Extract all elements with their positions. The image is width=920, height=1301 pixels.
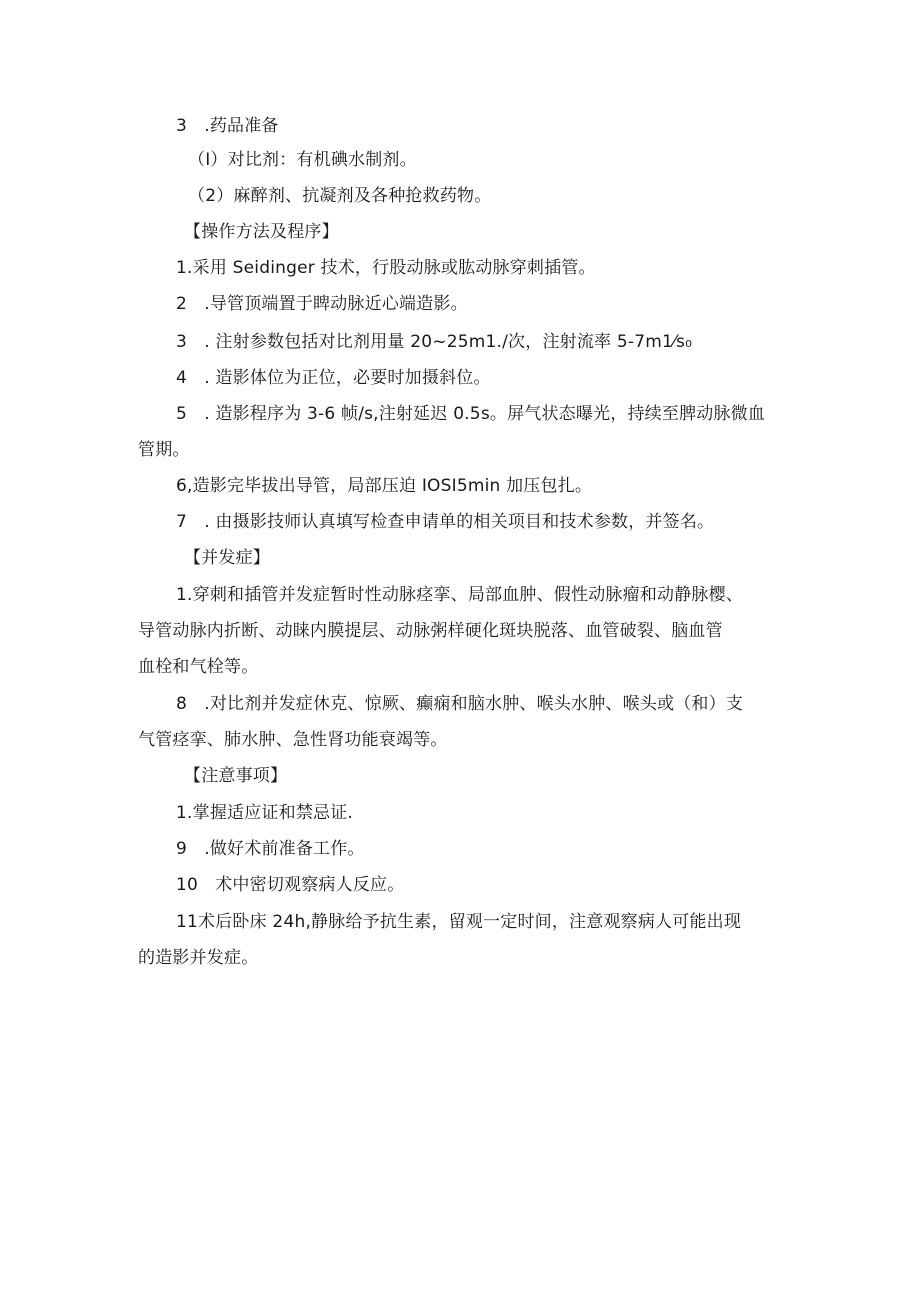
procedure-step-1: 1.采用 Seidinger 技术，行股动脉或肱动脉穿刺插管。 bbox=[176, 258, 596, 278]
precaution-item-11: 11术后卧床 24h,静脉给予抗生素，留观一定时间，注意观察病人可能出现 bbox=[176, 912, 742, 932]
anesthetic-item: （2）麻醉剂、抗凝剂及各种抢救药物。 bbox=[188, 186, 492, 206]
complication-item-1-line-3: 血栓和气栓等。 bbox=[138, 657, 259, 677]
procedure-step-5-continued: 管期。 bbox=[138, 440, 190, 460]
complication-item-1: 1.穿刺和插管并发症暂时性动脉痉挛、局部血肿、假性动脉瘤和动静脉樱、 bbox=[176, 585, 744, 605]
precaution-item-1: 1.掌握适应证和禁忌证. bbox=[176, 803, 354, 823]
precaution-item-9: 9 .做好术前准备工作。 bbox=[176, 839, 365, 859]
contrast-agent-item: （I）对比剂：有机碘水制剂。 bbox=[188, 150, 417, 170]
procedure-step-2: 2 .导管顶端置于睥动脉近心端造影。 bbox=[176, 294, 468, 314]
section-procedure-heading: 【操作方法及程序】 bbox=[184, 222, 339, 242]
complication-item-8: 8 .对比剂并发症休克、惊厥、癫痫和脑水肿、喉头水肿、喉头或（和）支 bbox=[176, 694, 744, 714]
complication-item-8-continued: 气管痉挛、肺水肿、急性肾功能衰竭等。 bbox=[138, 730, 448, 750]
complication-item-1-line-2: 导管动脉内折断、动睐内膜提层、动脉粥样硬化斑块脱落、血管破裂、脑血管 bbox=[138, 621, 723, 641]
procedure-step-4: 4 . 造影体位为正位，必要时加摄斜位。 bbox=[176, 368, 491, 388]
procedure-step-5: 5 . 造影程序为 3-6 帧/s,注射延迟 0.5s。屏气状态曝光，持续至脾动脉微血 bbox=[176, 404, 766, 424]
section-drug-preparation-heading: 3 .药品准备 bbox=[176, 116, 279, 136]
section-precautions-heading: 【注意事项】 bbox=[184, 766, 288, 786]
procedure-step-7: 7 . 由摄影技师认真填写检查申请单的相关项目和技术参数，并签名。 bbox=[176, 512, 715, 532]
procedure-step-3: 3 . 注射参数包括对比剂用量 20~25m1./次，注射流率 5-7m1⁄s₀ bbox=[176, 332, 693, 352]
procedure-step-6: 6,造影完毕拔出导管，局部压迫 IOSI5min 加压包扎。 bbox=[176, 476, 593, 496]
section-complications-heading: 【并发症】 bbox=[184, 548, 270, 568]
precaution-item-11-continued: 的造影并发症。 bbox=[138, 948, 259, 968]
precaution-item-10: 10 术中密切观察病人反应。 bbox=[176, 875, 405, 895]
